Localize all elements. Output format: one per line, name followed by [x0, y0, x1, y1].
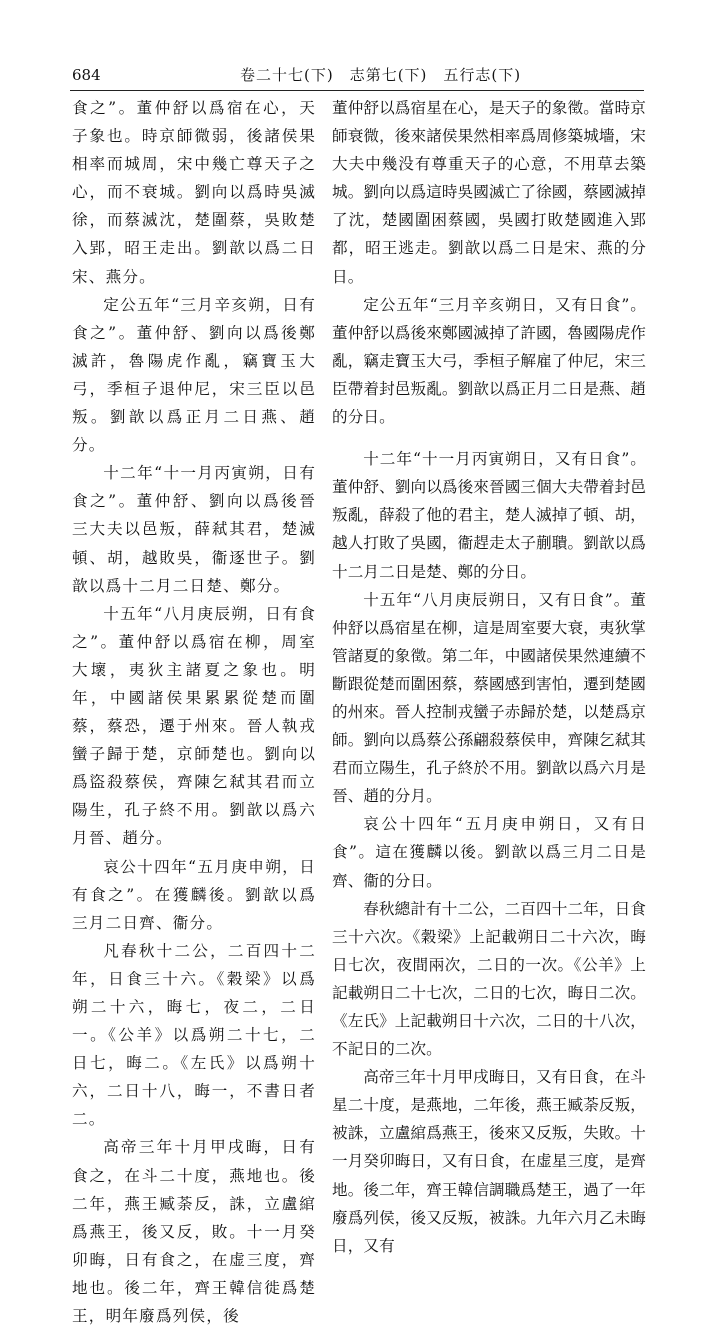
- classical-paragraph: 食之”。董仲舒以爲宿在心，天子象也。時京師微弱，後諸侯果相率而城周，宋中幾亡尊天子之心，而不衰城。劉向以爲時吳滅徐，而蔡滅沈，楚圍蔡，吳敗楚入郢，昭王走出。劉歆以爲二日宋、燕分。: [72, 99, 316, 286]
- page-number: 684: [72, 66, 101, 84]
- translation-paragraph: 十五年“八月庚辰朔日，又有日食”。董仲舒以爲宿星在柳，這是周室要大衰，夷狄掌管諸夏的象徵。第二年，中國諸侯果然連續不斷跟從楚而圍困蔡，蔡國感到害怕，遷到楚國的州來。晉人控制戎蠻子赤歸於楚，以楚爲京師。劉向以爲蔡公孫翩殺蔡侯申，齊陳乞弒其君而立陽生，孔子終於不用。劉歆以爲六月是晉、趙的分月。: [332, 590, 646, 806]
- translation-paragraph: 哀公十四年“五月庚申朔日，又有日食”。這在獲麟以後。劉歆以爲三月二日是齊、衞的分日。: [332, 815, 646, 890]
- translation-paragraph: 董仲舒以爲宿星在心，是天子的象徵。當時京師衰微，後來諸侯果然相率爲周修築城墻，宋大夫中幾没有尊重天子的心意，不用草去築城。劉向以爲這時吳國滅亡了徐國，蔡國滅掉了沈，楚國圍困蔡國，吳國打敗楚國進入郢都，昭王逃走。劉歆以爲二日是宋、燕的分日。: [332, 99, 646, 286]
- classical-paragraph: 哀公十四年“五月庚申朔，日有食之”。在獲麟後。劉歆以爲三月二日齊、衞分。: [72, 857, 316, 932]
- translation-paragraph: 春秋總計有十二公，二百四十二年，日食三十六次。《穀梁》上記載朔日二十六次，晦日七次，夜間兩次，二日的一次。《公羊》上記載朔日二十七次，二日的七次，晦日二次。《左氏》上記載朔日十六次，二日的十八次，不記日的二次。: [332, 899, 646, 1059]
- paragraph-gap: [332, 431, 646, 445]
- translation-paragraph: 十二年“十一月丙寅朔日，又有日食”。董仲舒、劉向以爲後來晉國三個大夫帶着封邑叛亂，薛殺了他的君主，楚人滅掉了頓、胡，越人打敗了吳國，衞趕走太子蒯聵。劉歆以爲十二月二日是楚、鄭的分日。: [332, 450, 646, 581]
- classical-paragraph: 凡春秋十二公，二百四十二年，日食三十六。《穀梁》以爲朔二十六，晦七，夜二，二日一。《公羊》以爲朔二十七，二日七，晦二。《左氏》以爲朔十六，二日十八，晦一，不書日者二。: [72, 941, 316, 1129]
- translation-column: [332, 94, 646, 1255]
- classical-paragraph: 定公五年“三月辛亥朔，日有食之”。董仲舒、劉向以爲後鄭滅許，魯陽虎作亂，竊寶玉大弓，季桓子退仲尼，宋三臣以邑叛。劉歆以爲正月二日燕、趙分。: [72, 295, 316, 455]
- translation-paragraph: 高帝三年十月甲戌晦日，又有日食，在斗星二十度，是燕地，二年後，燕王臧荼反叛，被誅，立盧綰爲燕王，後來又反叛，失敗。十一月癸卯晦日，又有日食，在虚星三度，是齊地。後二年，齊王韓信調職爲楚王，過了一年廢爲列侯，後又反叛，被誅。九年六月乙未晦日，又有: [332, 1068, 646, 1255]
- translation-paragraph: 定公五年“三月辛亥朔日，又有日食”。董仲舒以爲後來鄭國滅掉了許國，魯國陽虎作亂，竊走寶玉大弓，季桓子解雇了仲尼，宋三臣帶着封邑叛亂。劉歆以爲正月二日是燕、趙的分日。: [332, 295, 646, 427]
- classical-paragraph: 高帝三年十月甲戌晦，日有食之，在斗二十度，燕地也。後二年，燕王臧荼反，誅，立盧綰爲燕王，後又反，敗。十一月癸卯晦，日有食之，在虚三度，齊地也。後二年，齊王韓信徙爲楚王，明年廢爲列侯，後: [72, 1138, 316, 1326]
- classical-paragraph: 十五年“八月庚辰朔，日有食之”。董仲舒以爲宿在柳，周室大壞，夷狄主諸夏之象也。明年，中國諸侯果累累從楚而圍蔡，蔡恐，遷于州來。晉人執戎蠻子歸于楚，京師楚也。劉向以爲盜殺蔡侯，齊陳乞弒其君而立陽生，孔子終不用。劉歆以爲六月晉、趙分。: [72, 604, 316, 848]
- running-header: 卷二十七(下) 志第七(下) 五行志(下): [240, 66, 522, 84]
- classical-paragraph: 十二年“十一月丙寅朔，日有食之”。董仲舒、劉向以爲後晉三大夫以邑叛，薛弒其君，楚滅頓、胡，越敗吳，衞逐世子。劉歆以爲十二月二日楚、鄭分。: [72, 464, 316, 595]
- header-rule: [70, 90, 644, 91]
- classical-text-column: [72, 94, 316, 1326]
